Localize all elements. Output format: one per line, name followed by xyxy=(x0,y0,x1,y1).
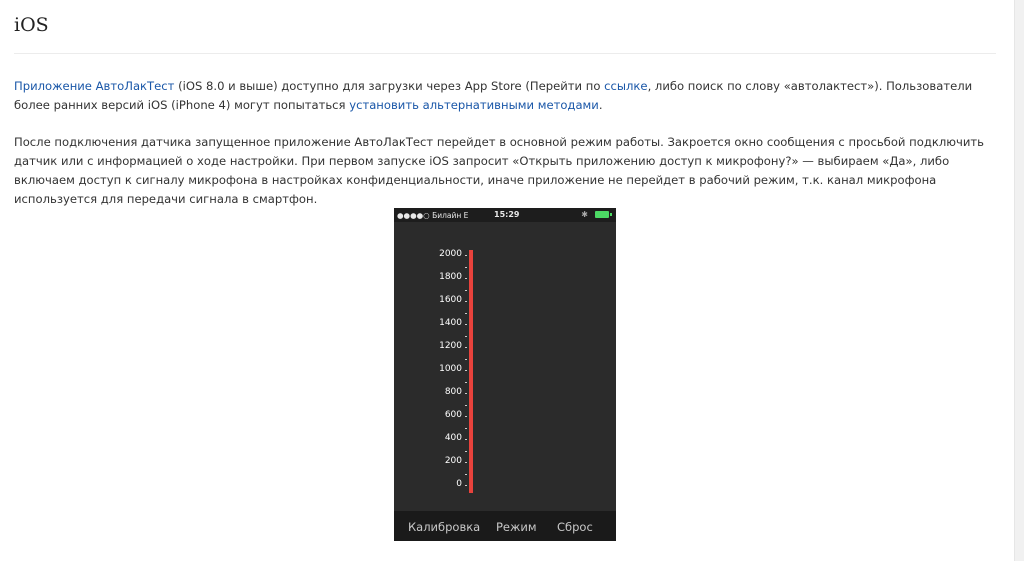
scale-minor-tick xyxy=(465,405,467,406)
scale-label: 800 xyxy=(444,387,462,397)
divider xyxy=(14,53,996,54)
scale-tick xyxy=(465,324,467,325)
scale-minor-tick xyxy=(465,290,467,291)
scale-tick xyxy=(465,462,467,463)
paragraph-setup: После подключения датчика запущенное приложение АвтоЛакТест перейдет в основной режим работы. Закроется окно сообщения с просьбой подключить датчик или с информацией о ходе настройки. При первом запуске iOS запросит «Открыть приложению доступ к микрофону?» — выбираем «Да», либо включаем доступ к сигналу микрофона в настройках конфиденциальности, иначе приложение не перейдет в рабочий режим, т.к. канал микрофона используется для передачи сигнала в смартфон. xyxy=(14,135,984,206)
scale-label: 1800 xyxy=(439,272,462,282)
install-link[interactable]: установить альтернативными методами xyxy=(349,98,599,112)
gauge-scale xyxy=(394,208,616,541)
mode-button[interactable]: Режим xyxy=(496,520,537,534)
scale-label: 1000 xyxy=(439,364,462,374)
scale-tick xyxy=(465,485,467,486)
scale-minor-tick xyxy=(465,336,467,337)
section-title: iOS xyxy=(14,14,49,36)
scale-minor-tick xyxy=(465,267,467,268)
scale-label: 400 xyxy=(444,433,462,443)
reset-button[interactable]: Сброс xyxy=(557,520,593,534)
app-link[interactable]: Приложение АвтоЛакТест xyxy=(14,79,175,93)
carrier-signal: ●●●●○ Билайн E xyxy=(397,211,469,220)
scale-tick xyxy=(465,416,467,417)
scale-label: 1200 xyxy=(439,341,462,351)
scale-minor-tick xyxy=(465,313,467,314)
scale-label: 1600 xyxy=(439,295,462,305)
page-scrollbar[interactable] xyxy=(1014,0,1024,561)
scale-label: 1400 xyxy=(439,318,462,328)
scale-tick xyxy=(465,278,467,279)
scale-label: 0 xyxy=(456,479,462,489)
paragraph-text: (iOS 8.0 и выше) доступно для загрузки через App Store (Перейти по xyxy=(174,79,605,93)
bluetooth-icon: ✱ xyxy=(581,210,588,219)
scale-tick xyxy=(465,255,467,256)
scale-minor-tick xyxy=(465,451,467,452)
paragraph-text: , либо поиск по слову «автолактест»). Пользователи более ранних версий iOS (iPhone 4) могут попытаться xyxy=(14,79,973,112)
scale-minor-tick xyxy=(465,428,467,429)
scale-label: 600 xyxy=(444,410,462,420)
paragraph-download xyxy=(14,77,996,115)
gauge-bar xyxy=(469,250,473,493)
scale-label: 200 xyxy=(444,456,462,466)
scale-tick xyxy=(465,393,467,394)
scale-minor-tick xyxy=(465,359,467,360)
scale-tick xyxy=(465,301,467,302)
scale-tick xyxy=(465,439,467,440)
scale-label: 2000 xyxy=(439,249,462,259)
calibrate-button[interactable]: Калибровка xyxy=(408,520,481,534)
paragraph-text: . xyxy=(598,98,603,112)
store-link[interactable]: ссылке xyxy=(604,79,648,93)
scale-minor-tick xyxy=(465,382,467,383)
status-time: 15:29 xyxy=(494,210,520,219)
scale-tick xyxy=(465,370,467,371)
scale-minor-tick xyxy=(465,474,467,475)
bottom-toolbar xyxy=(394,511,616,541)
app-screenshot xyxy=(394,208,616,541)
scale-tick xyxy=(465,347,467,348)
